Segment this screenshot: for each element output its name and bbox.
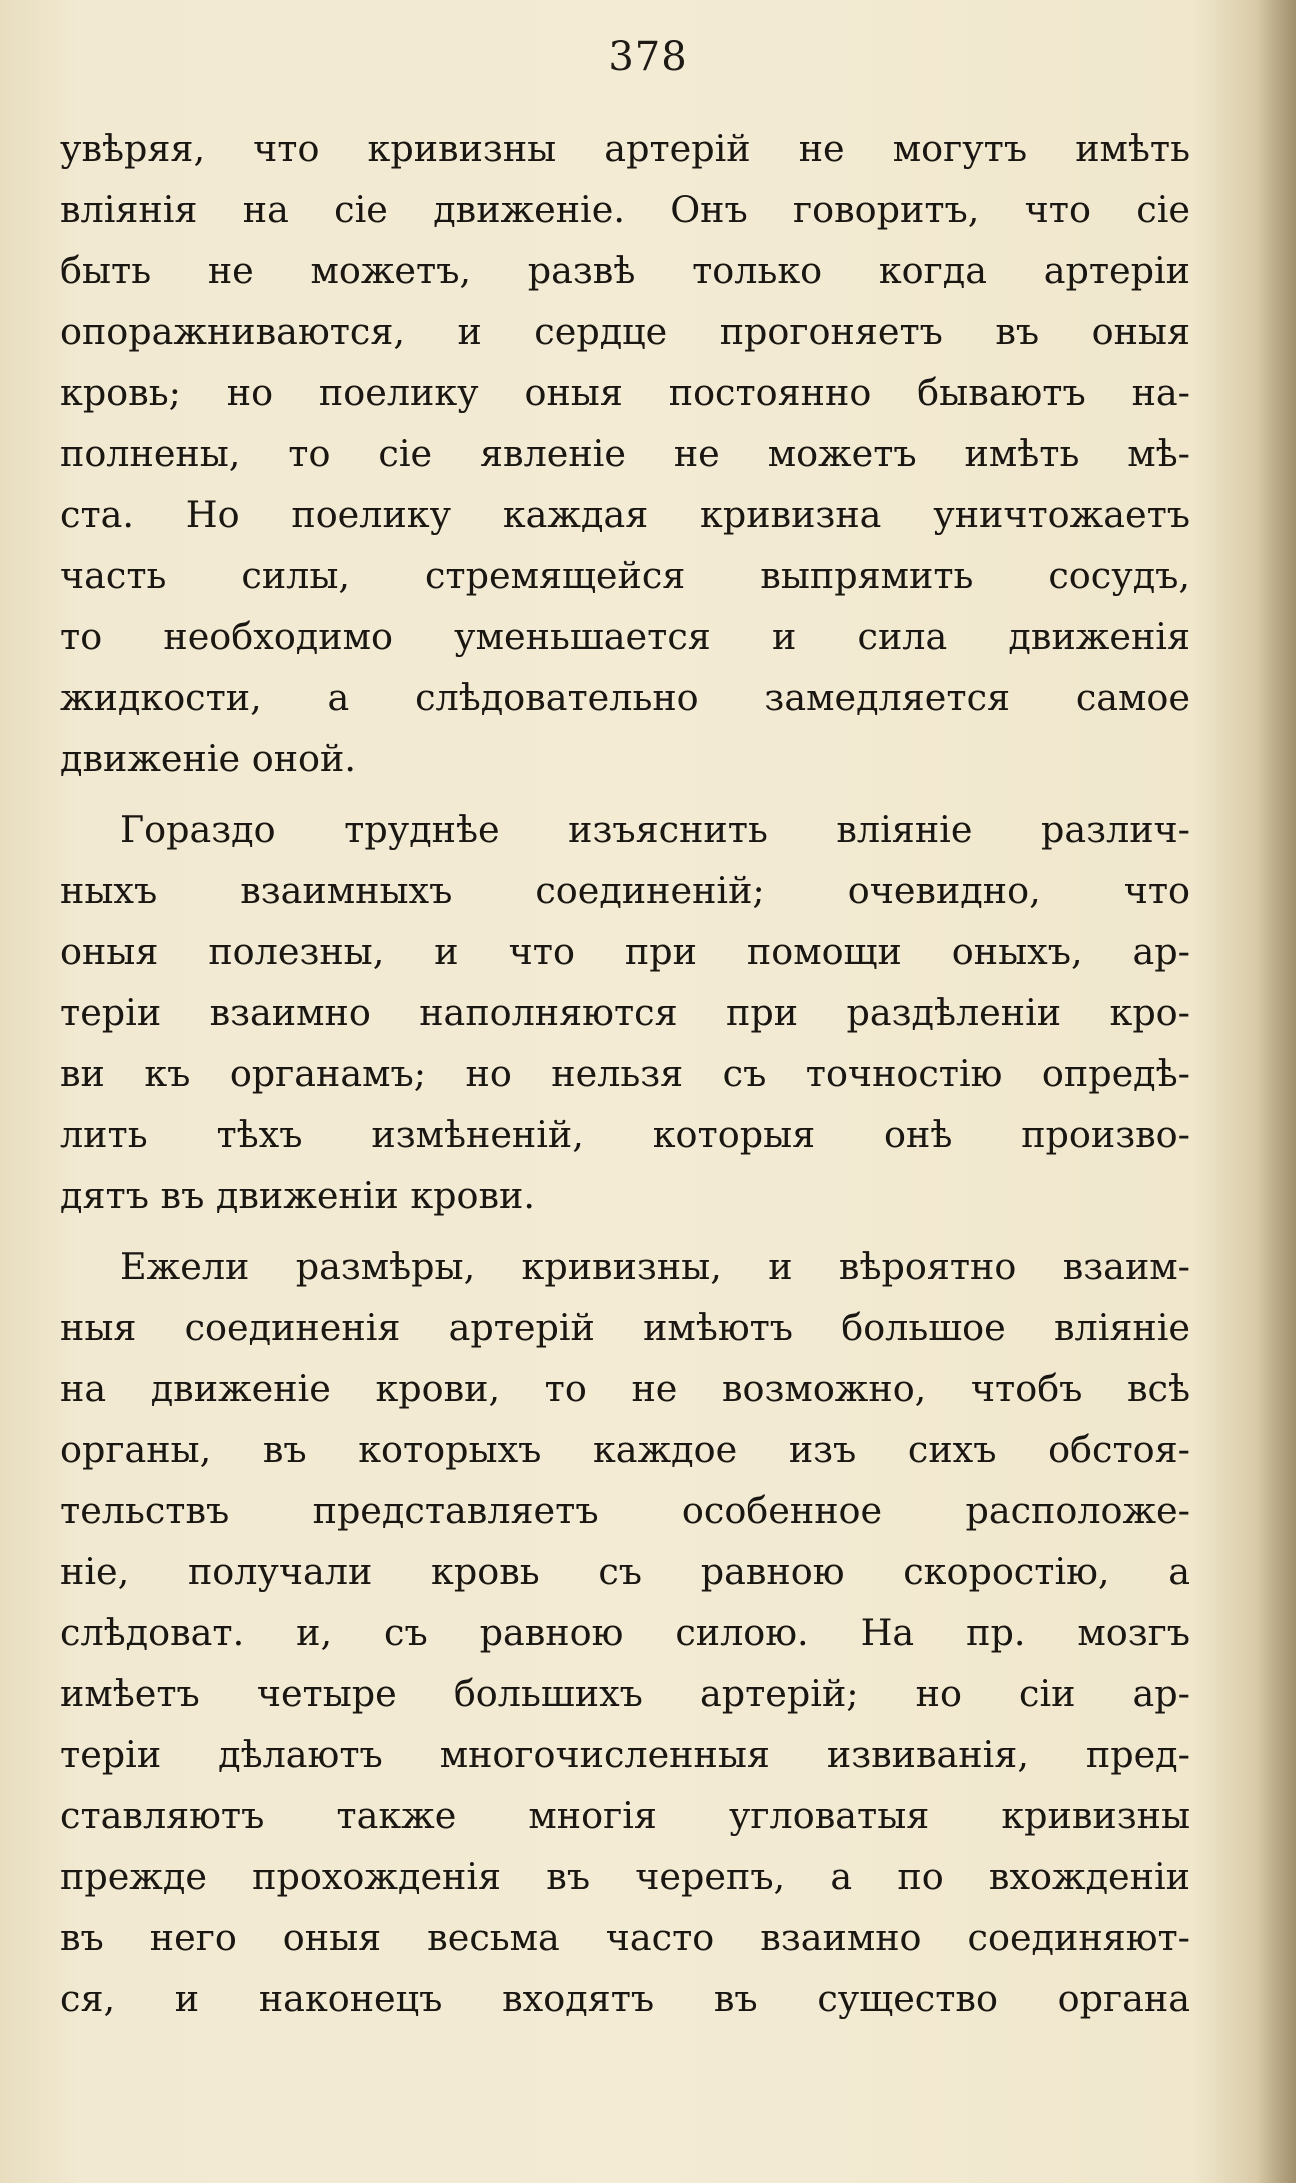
text-line: дятъ въ движеніи крови. xyxy=(60,1174,535,1217)
text-line: лить тѣхъ измѣненій, которыя онѣ произво- xyxy=(60,1113,1190,1156)
text-line: на движеніе крови, то не возможно, чтобъ всѣ xyxy=(60,1367,1190,1410)
text-line: Гораздо труднѣе изъяснить вліяніе различ- xyxy=(120,808,1190,851)
text-line: тельствъ представляетъ особенное расположе- xyxy=(60,1489,1190,1532)
text-line: ви къ органамъ; но нельзя съ точностію опредѣ- xyxy=(60,1052,1190,1095)
text-line: движеніе оной. xyxy=(60,737,356,780)
text-line: слѣдоват. и, съ равною силою. На пр. мозгъ xyxy=(60,1611,1190,1654)
text-line: опоражниваются, и сердце прогоняетъ въ оныя xyxy=(60,310,1190,353)
page-number: 378 xyxy=(608,34,688,80)
text-line: часть силы, стремящейся выпрямить сосудъ, xyxy=(60,554,1190,597)
text-line: вліянія на сіе движеніе. Онъ говоритъ, что сіе xyxy=(60,188,1190,231)
text-line: имѣетъ четыре большихъ артерій; но сіи ар- xyxy=(60,1672,1190,1715)
text-line: быть не можетъ, развѣ только когда артеріи xyxy=(60,249,1190,292)
text-line: кровь; но поелику оныя постоянно бываютъ на- xyxy=(60,371,1190,414)
text-line: теріи взаимно наполняются при раздѣленіи кро- xyxy=(60,991,1190,1034)
text-line: то необходимо уменьшается и сила движенія xyxy=(60,615,1190,658)
text-line: полнены, то сіе явленіе не можетъ имѣть мѣ- xyxy=(60,432,1190,475)
paragraph-3 xyxy=(60,1236,1190,2029)
text-line: ныхъ взаимныхъ соединеній; очевидно, что xyxy=(60,869,1190,912)
text-line: ся, и наконецъ входятъ въ существо органа xyxy=(60,1977,1190,2020)
text-line: прежде прохожденія въ черепъ, а по вхожденіи xyxy=(60,1855,1190,1898)
text-line: оныя полезны, и что при помощи оныхъ, ар- xyxy=(60,930,1190,973)
text-line: ставляютъ также многія угловатыя кривизны xyxy=(60,1794,1190,1837)
text-line: жидкости, а слѣдовательно замедляется самое xyxy=(60,676,1190,719)
text-line: Ежели размѣры, кривизны, и вѣроятно взаим- xyxy=(120,1245,1190,1288)
text-line: органы, въ которыхъ каждое изъ сихъ обстоя- xyxy=(60,1428,1190,1471)
text-line: теріи дѣлаютъ многочисленныя извиванія, пред- xyxy=(60,1733,1190,1776)
text-line: увѣряя, что кривизны артерій не могутъ имѣть xyxy=(60,127,1190,170)
paragraph-1 xyxy=(60,118,1190,789)
page-edge-shadow xyxy=(1256,0,1296,2183)
text-line: въ него оныя весьма часто взаимно соединяют- xyxy=(60,1916,1190,1959)
body-text xyxy=(60,118,1190,2029)
paragraph-2 xyxy=(60,799,1190,1226)
text-line: ста. Но поелику каждая кривизна уничтожаетъ xyxy=(60,493,1190,536)
text-line: ныя соединенія артерій имѣютъ большое вліяніе xyxy=(60,1306,1190,1349)
text-line: ніе, получали кровь съ равною скоростію, а xyxy=(60,1550,1190,1593)
